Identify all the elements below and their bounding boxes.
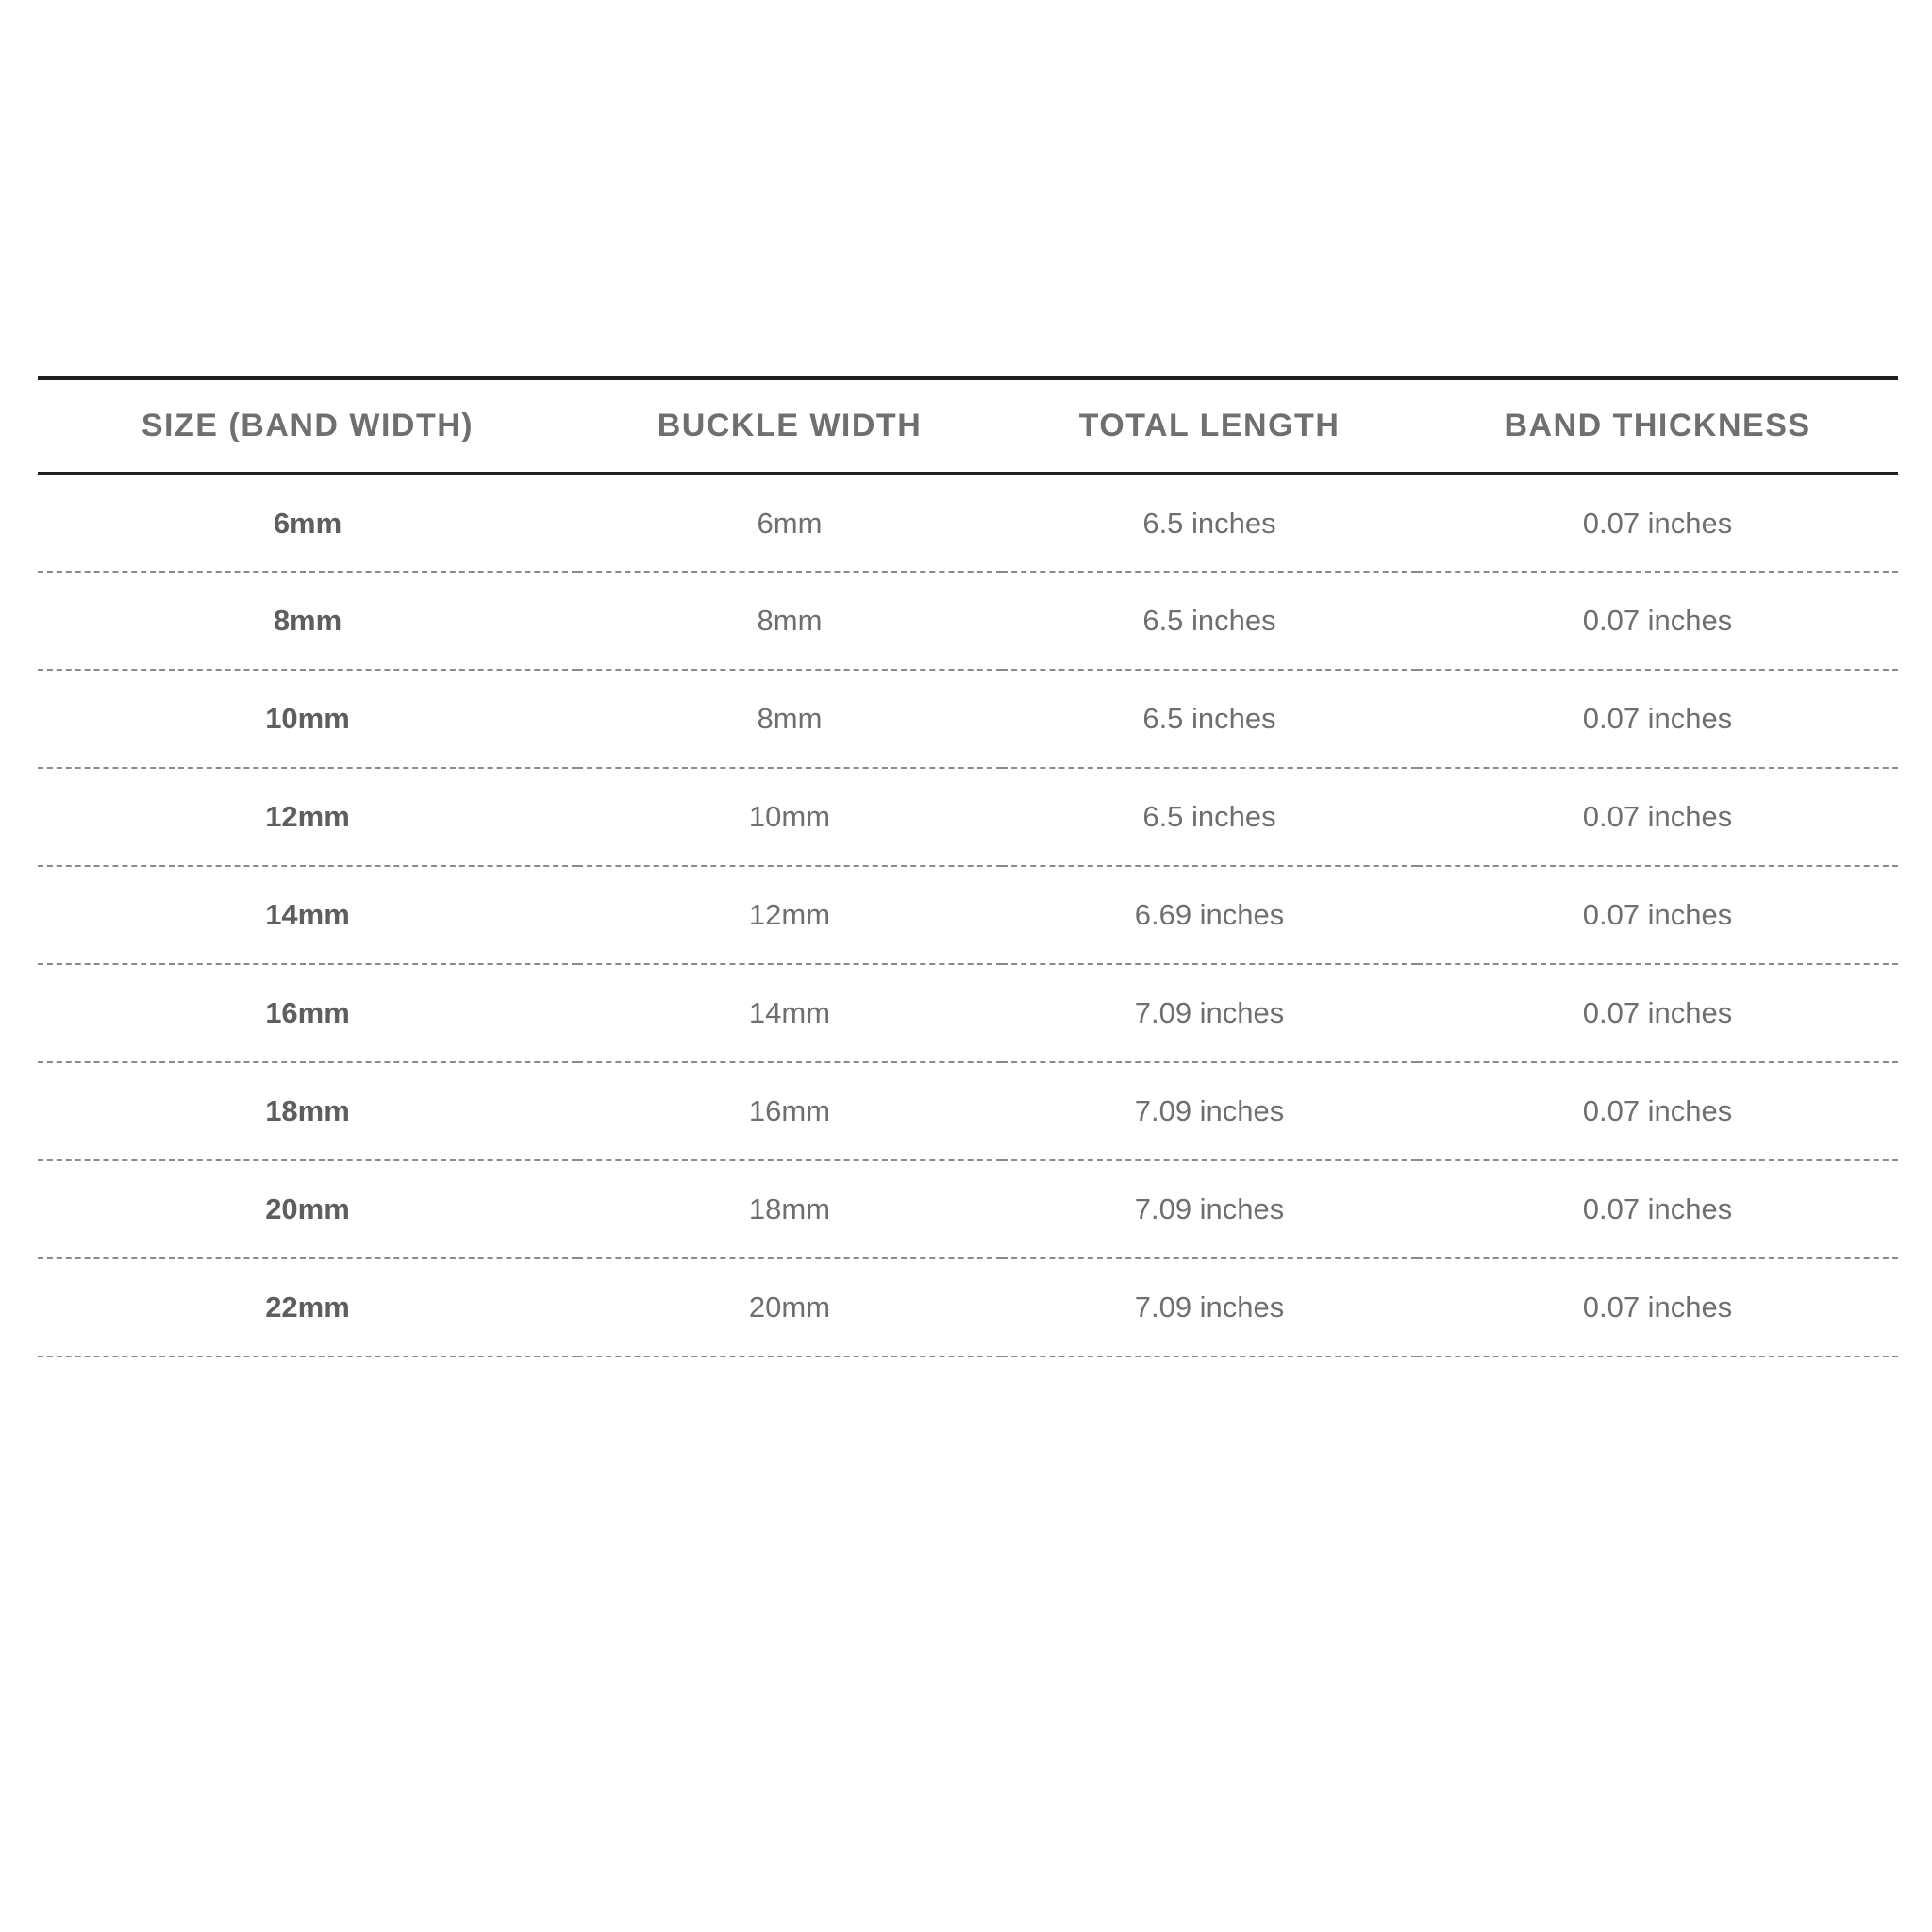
band-thickness-cell: 0.07 inches: [1582, 996, 1733, 1029]
table-row: [38, 572, 1898, 670]
buckle-width-cell: 18mm: [748, 1192, 831, 1225]
total-length-cell: 6.5 inches: [1142, 604, 1276, 637]
band-thickness-cell: 0.07 inches: [1582, 506, 1733, 540]
table-row: [38, 670, 1898, 768]
header-band-thickness: BAND THICKNESS: [1504, 408, 1811, 443]
header-size-band-width: SIZE (BAND WIDTH): [141, 408, 475, 443]
total-length-cell: 7.09 inches: [1134, 1291, 1285, 1324]
table-row: [38, 1062, 1898, 1160]
table-body: [38, 474, 1898, 1357]
table-row: [38, 1160, 1898, 1258]
header-buckle-width: BUCKLE WIDTH: [657, 408, 923, 443]
header-total-length: TOTAL LENGTH: [1078, 408, 1341, 443]
total-length-cell: 7.09 inches: [1134, 996, 1285, 1029]
band-thickness-cell: 0.07 inches: [1582, 800, 1733, 833]
buckle-width-cell: 16mm: [748, 1094, 831, 1127]
buckle-width-cell: 12mm: [748, 898, 831, 931]
total-length-cell: 7.09 inches: [1134, 1192, 1285, 1225]
band-thickness-cell: 0.07 inches: [1582, 1192, 1733, 1225]
size-cell: 10mm: [265, 702, 350, 735]
buckle-width-cell: 10mm: [748, 800, 831, 833]
total-length-cell: 6.69 inches: [1134, 898, 1285, 931]
band-thickness-cell: 0.07 inches: [1582, 1094, 1733, 1127]
size-chart-table: [38, 376, 1898, 1357]
size-cell: 6mm: [273, 506, 342, 540]
total-length-cell: 6.5 inches: [1142, 800, 1276, 833]
table-header: [38, 378, 1898, 474]
table-row: [38, 964, 1898, 1062]
band-thickness-cell: 0.07 inches: [1582, 1291, 1733, 1324]
table-row: [38, 1258, 1898, 1357]
total-length-cell: 6.5 inches: [1142, 506, 1276, 540]
size-cell: 12mm: [265, 800, 350, 833]
buckle-width-cell: 8mm: [757, 702, 823, 735]
size-cell: 8mm: [273, 604, 342, 637]
table-row: [38, 866, 1898, 964]
band-thickness-cell: 0.07 inches: [1582, 898, 1733, 931]
band-thickness-cell: 0.07 inches: [1582, 702, 1733, 735]
buckle-width-cell: 20mm: [748, 1291, 831, 1324]
total-length-cell: 6.5 inches: [1142, 702, 1276, 735]
band-thickness-cell: 0.07 inches: [1582, 604, 1733, 637]
table-row: [38, 768, 1898, 866]
size-cell: 18mm: [265, 1094, 350, 1127]
header-row: [38, 378, 1898, 474]
size-cell: 22mm: [265, 1291, 350, 1324]
total-length-cell: 7.09 inches: [1134, 1094, 1285, 1127]
buckle-width-cell: 8mm: [757, 604, 823, 637]
size-cell: 16mm: [265, 996, 350, 1029]
buckle-width-cell: 14mm: [748, 996, 831, 1029]
size-cell: 14mm: [265, 898, 350, 931]
table-row: [38, 474, 1898, 572]
buckle-width-cell: 6mm: [757, 506, 823, 540]
size-cell: 20mm: [265, 1192, 350, 1225]
